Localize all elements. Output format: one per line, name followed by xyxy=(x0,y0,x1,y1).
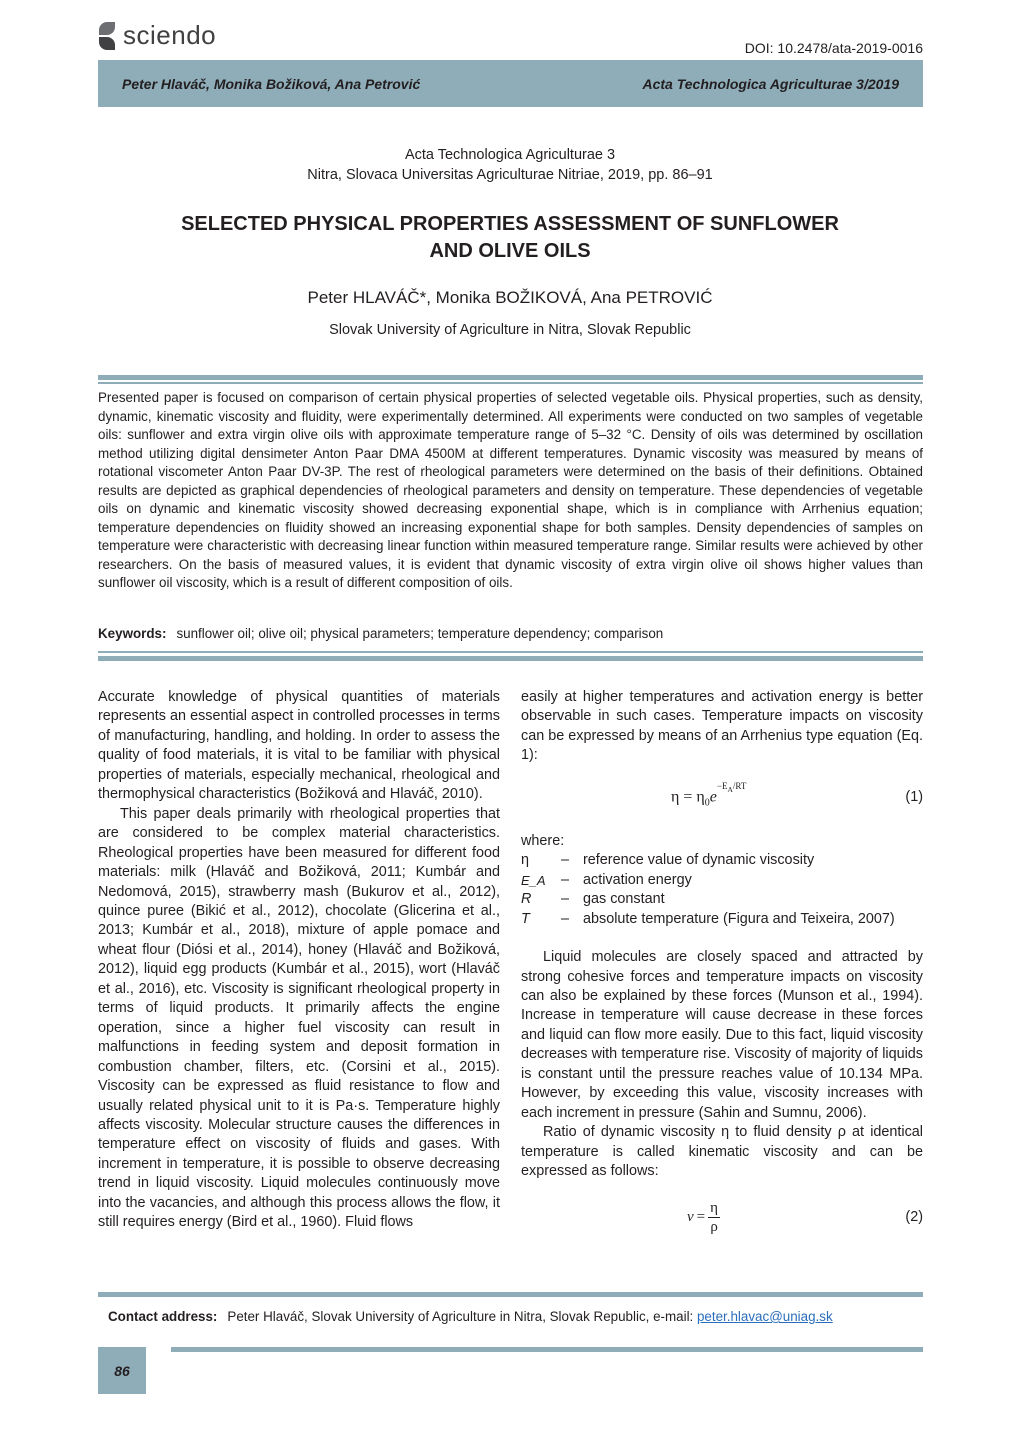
symbol: T xyxy=(521,910,530,927)
divider xyxy=(171,1347,923,1352)
authors: Peter HLAVÁČ*, Monika BOŽIKOVÁ, Ana PETROVIĆ xyxy=(307,288,713,307)
definition: gas constant xyxy=(583,891,665,908)
doi: DOI: 10.2478/ata-2019-0016 xyxy=(744,40,923,56)
equation-1 xyxy=(521,766,923,830)
contact-text: Peter Hlaváč, Slovak University of Agriculture in Nitra, Slovak Republic, e-mail: xyxy=(227,1309,697,1324)
definition: absolute temperature (Figura and Teixeira, 2007) xyxy=(583,910,895,927)
definition: reference value of dynamic viscosity xyxy=(583,852,815,869)
paragraph: This paper deals primarily with rheological properties that are considered to be complex material characteristics. Rheological properties have been measured for different food materials: milk (Hlaváč and Božiková, 2011; Kumbár and Nedomová, 2015), strawberry mash (Bukurov et al., 2012), quince puree (Bikić et al., 2012), chocolate (Glicerina et al., 2013; Kumbár et al., 2018), mixture of apple pomace and wheat flour (Diósi et al., 2014), honey (Hlaváč and Božiková, 2012), liquid egg products (Kumbár et al., 2015), wort (Hlaváč et al., 2016), etc. Viscosity is significant rheological property in terms of liquid products. It primarily affects the engine operation, since a higher fuel viscosity can result in malfunctions in feeding system and deposit formation in combustion chamber, filters, etc. (Corsini et al., 2015). Viscosity can be expressed as fluid resistance to flow and usually related physical unit to it is Pa·s. Temperature highly affects viscosity. Molecular structure causes the differences in temperature effect on viscosity of fluids and gases. With increment in temperature, it is possible to observe decreasing trend in liquid viscosity. Liquid molecules continuously move into the vacancies, and although this process allows the flow, it still requires energy (Bird et al., 1960). Fluid flows xyxy=(98,805,500,1231)
symbol-definitions xyxy=(521,851,923,929)
divider xyxy=(98,656,923,661)
affiliation: Slovak University of Agriculture in Nitra, Slovak Republic xyxy=(329,322,691,338)
where-label: where: xyxy=(521,832,565,849)
symbol: E_A xyxy=(521,872,546,888)
dash: – xyxy=(561,891,570,908)
keywords-label: Keywords: xyxy=(98,626,167,641)
dash: – xyxy=(561,910,570,927)
sciendo-logo xyxy=(97,20,216,51)
equation-number: (2) xyxy=(905,1208,923,1225)
paragraph: Accurate knowledge of physical quantities of materials represents an essential aspect in controlled processes in terms of manufacturing, handling, and holding. In order to assess the quality of food materials, it is vital to be familiar with physical properties of materials, especially mechanical, rheological and thermophysical characteristics (Božiková and Hlaváč, 2010). xyxy=(98,689,500,803)
contact-label: Contact address: xyxy=(108,1309,218,1324)
equation-2 xyxy=(521,1188,923,1248)
keywords-value: sunflower oil; olive oil; physical parameters; temperature dependency; comparison xyxy=(176,626,664,641)
paragraph: easily at higher temperatures and activation energy is better observable in such cases. Temperature impacts on viscosity can be expressed by means of an Arrhenius type equation (Eq. 1): xyxy=(521,689,923,764)
dash: – xyxy=(561,852,570,869)
title-line: SELECTED PHYSICAL PROPERTIES ASSESSMENT OF SUNFLOWER xyxy=(181,213,839,235)
symbol: R xyxy=(521,891,532,908)
arrhenius-formula: $\eta = \eta_0e^{-E_A/RT}$ xyxy=(671,780,747,809)
paragraph: Ratio of dynamic viscosity η to fluid density ρ at identical temperature is called kinematic viscosity and can be expressed as follows: xyxy=(521,1124,923,1180)
definition-row xyxy=(521,871,923,890)
divider xyxy=(98,375,923,380)
email-link[interactable]: peter.hlavac@uniag.sk xyxy=(696,1309,833,1324)
left-column xyxy=(98,688,500,1233)
definition-row xyxy=(521,890,923,909)
divider xyxy=(98,651,923,653)
dash: – xyxy=(561,871,570,888)
band-journal: Acta Technologica Agriculturae 3/2019 xyxy=(642,75,899,92)
band-authors: Peter Hlaváč, Monika Božiková, Ana Petrović xyxy=(122,75,421,92)
symbol: η xyxy=(521,852,530,869)
title-line: AND OLIVE OILS xyxy=(429,240,591,262)
journal-line: Nitra, Slovaca Universitas Agriculturae Nitriae, 2019, pp. 86–91 xyxy=(307,167,713,183)
paragraph: Liquid molecules are closely spaced and attracted by strong cohesive forces and temperature impacts on viscosity can also be explained by these forces (Munson et al., 1994). Increase in temperature will cause decrease in these forces and liquid can flow more easily. Due to this fact, liquid viscosity decreases with temperature rise. Viscosity of majority of liquids is constant until the pressure reaches value of 10.134 MPa. However, by exceeding this value, viscosity increases with each increment in pressure (Sahin and Sumnu, 2006). xyxy=(521,949,923,1121)
equation-number: (1) xyxy=(905,789,923,806)
divider xyxy=(98,382,923,384)
paper-title xyxy=(0,211,1020,265)
header-band xyxy=(98,60,923,107)
right-column xyxy=(521,688,923,1248)
definition-row xyxy=(521,851,923,870)
definition: activation energy xyxy=(583,871,692,888)
kinematic-viscosity-formula: v = η ρ xyxy=(687,1200,718,1236)
abstract: Presented paper is focused on comparison of certain physical properties of selected vegetable oils. Physical properties, such as density, dynamic, kinematic viscosity and fluidity, were experimentally determined. All experiments were conducted on two samples of vegetable oils: sunflower and extra virgin olive oils with approximate temperature range of 5–32 °C. Density of oils was determined by oscillation method utilizing digital densimeter Anton Paar DMA 4500M at different temperatures. Dynamic viscosity was measured by means of rotational viscometer Anton Paar DV-3P. The rest of rheological parameters were determined on the basis of their definitions. Obtained results are depicted as graphical dependencies of rheological parameters and density on temperature. These dependencies of vegetable oils on dynamic and kinematic viscosity showed decreasing exponential shape, which is in compliance with Arrhenius equation; temperature dependencies on fluidity showed an increasing exponential shape for both samples. Density dependencies of samples on temperature were characteristic with decreasing linear function within measured temperature range. Similar results were achieved by other researchers. On the basis of measured values, it is evident that dynamic viscosity of extra virgin olive oil shows higher values than sunflower oil viscosity, which is a result of different composition of oils. xyxy=(98,390,923,590)
sciendo-logo-icon xyxy=(97,22,117,50)
definition-row xyxy=(521,910,923,929)
journal-info xyxy=(0,145,1020,185)
divider xyxy=(98,1292,923,1297)
logo-text: sciendo xyxy=(123,20,217,50)
contact-address xyxy=(108,1309,833,1324)
keywords xyxy=(98,626,663,641)
page-number: 86 xyxy=(98,1347,146,1394)
journal-line: Acta Technologica Agriculturae 3 xyxy=(404,147,616,163)
